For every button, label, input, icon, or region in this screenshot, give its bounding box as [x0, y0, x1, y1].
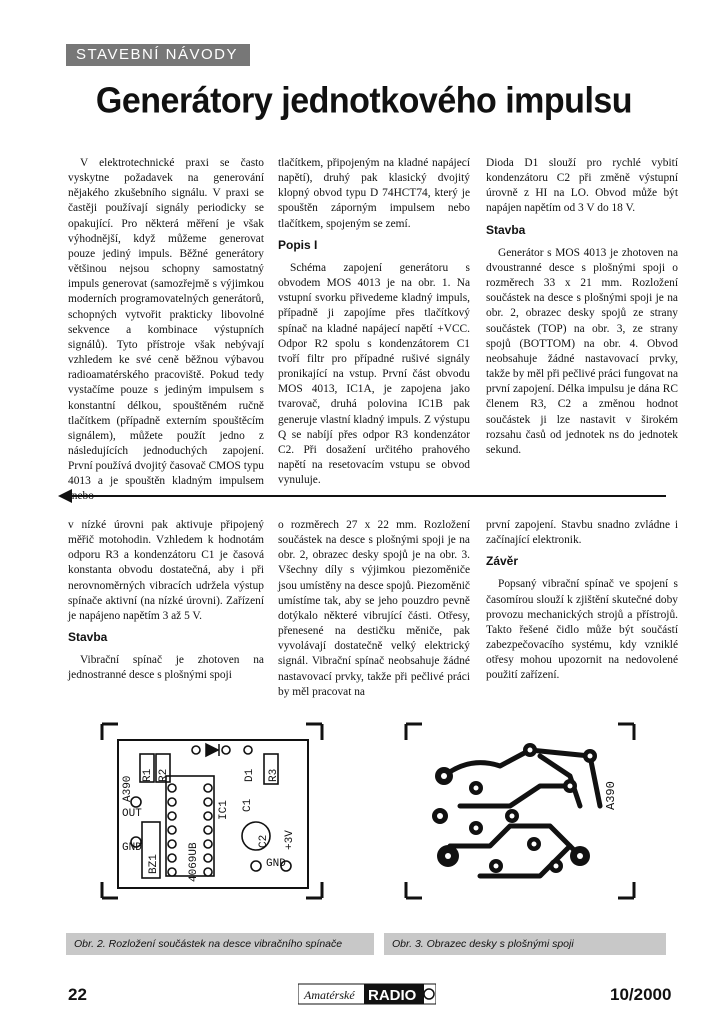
label-r2: R2 — [158, 768, 170, 782]
page-number: 22 — [68, 985, 87, 1004]
label-ic1: IC1 — [218, 800, 230, 820]
label-a390: A390 — [122, 775, 134, 802]
paragraph: V elektrotechnické praxi se často vyskytne požadavek na generování nějakého zkušebního signálu. V praxi se častěji používají signály periodicky se opakující. Pro některá měření je však výhodnější, když můžeme generovat pouze jediný impuls. Běžné generátory většinou nejsou schopny samostatný impuls generovat (samozřejmě s výjimkou moderních programovatelných generátorů, schopných vytvořit prakticky libovolné sekvence a kombinace výstupních signálů). Tyto přístroje však nebývají vzhledem ke své ceně běžnou výbavou radioamatérského pracoviště. Pokud tedy vystačíme pouze s jediným impulsem s konstantní délkou, spouštěném ručně tlačítkem (případně externím spouštěcím signálem), můžete použít jedno z následujících jednoduchých zapojení. První používá dvojitý časovač CMOS typu 4013 a je spouštěn kladným impulsem — [68, 157, 264, 488]
paragraph: Generátor s MOS 4013 je zhotoven na dvoustranné desce s plošnými spoji o rozměrech 33 x 21 mm. Rozložení součástek na desce s plošnými spoji je na obr. 2, obrazec desky spojů ze strany součástek (TOP) na obr. 3, ze strany spojů (BOTTOM) na obr. 4. Obvod neobsahuje žádné nastavovací prvky, takže by měl při pečlivé práci fungovat na první zapojení. Délka impulsu je dána RC členem R3, C2 a změnou hodnot součástek ji lze nastavit v širokém rozsahu časů od jednotek ns do jednotek sekund. — [486, 246, 678, 456]
label-out: OUT — [122, 808, 142, 820]
magazine-logo — [298, 982, 436, 1006]
figure-3-caption: Obr. 3. Obrazec desky s plošnými spoji — [384, 933, 666, 955]
bottom-column-1 — [68, 518, 264, 684]
figure-2-caption: Obr. 2. Rozložení součástek na desce vibračního spínače — [66, 933, 374, 955]
logo-text-left: Amatérské — [304, 988, 355, 1002]
label-r1: R1 — [142, 768, 154, 782]
label-c1: C1 — [242, 798, 254, 812]
issue-date: 10/2000 — [610, 985, 672, 1004]
label-c2: C2 — [258, 834, 270, 848]
paragraph: Popsaný vibrační spínač ve spojení s časomírou slouží k zjištění skutečné doby provozu mechanických strojů a přístrojů. Takto řešené čidlo může být součástí zabezpečovacího systému, kdy vzniklé otřesy mohou upozornit na nedovolené použití zařízení. — [486, 578, 678, 682]
paragraph: o rozměrech 27 x 22 mm. Rozložení součástek na desce s plošnými spoji je na obr. 2, obrazec desky spojů je na obr. 3. Všechny díly s výjimkou piezoměniče jsou umístěny na desce spojů. Piezoměnič umístíme tak, aby se jeho pouzdro pevně dotýkalo některé vibrující části. Otřesy, přenesené na destičku měniče, pak vyvolávají dostatečně velký elektrický signál. Vibrační spínač neobsahuje žádné nastavovací prvky, takže při pečlivé práci by měl pracovat na — [278, 519, 470, 698]
label-d1: D1 — [244, 768, 256, 782]
paragraph: v nízké úrovni pak aktivuje připojený měřič motohodin. Vzhledem k hodnotám odporu R3 a kondenzátoru C1 je časová konstanta obvodu dostatečná, aby i při nerovnoměrných vibracích udržela výstup spínače aktivní (na nízké úrovni). Zařízení je napájeno napětím 3 až 5 V. — [68, 519, 264, 622]
label-chip: 4069UB — [188, 842, 200, 882]
label-r3: R3 — [268, 768, 280, 782]
label-a390: A390 — [604, 781, 618, 810]
paragraph: Vibrační spínač je zhotoven na jednostranné desce s plošnými spoji — [68, 654, 264, 682]
label-bz1: BZ1 — [148, 854, 160, 874]
paragraph: Schéma zapojení generátoru s obvodem MOS 4013 je na obr. 1. Na vstupní svorku přivedeme kladný impuls, případně ji zapojíme přes tlačítkový spínač na kladné napájecí napětí +VCC. Odpor R2 spolu s kondenzátorem C1 tvoří filtr pro případné rušivé signály pronikající na vstup. První část obvodu MOS 4013, IC1A, je zapojena jako tvarovač, druhá polovina IC1B pak generuje vlastní kladný impuls. Z výstupu Q se nabíjí přes odpor R3 kondenzátor C2. Při dosažení určitého prahového napětí na resetovacím vstupu se obvod vynuluje. — [278, 261, 470, 487]
heading-zaver: Závěr — [486, 554, 519, 569]
top-column-2 — [278, 156, 470, 488]
paragraph: Dioda D1 slouží pro rychlé vybití kondenzátoru C2 při změně výstupní úrovně z HI na LO. Obvod může být napájen napětím od 3 V do 18 V. — [486, 157, 678, 215]
component-layout-figure — [96, 716, 328, 906]
bottom-column-2 — [278, 518, 470, 700]
top-column-3 — [486, 156, 678, 458]
section-divider — [66, 495, 666, 497]
article-title: Generátory jednotkového impulsu — [95, 80, 633, 122]
heading-popis: Popis I — [278, 237, 318, 252]
label-plus3v: +3V — [284, 830, 296, 850]
heading-stavba: Stavba — [68, 630, 108, 645]
bottom-column-3 — [486, 518, 678, 684]
paragraph: první zapojení. Stavbu snadno zvládne i začínající elektronik. — [486, 519, 678, 547]
logo-text-right: RADIO — [368, 987, 417, 1004]
top-column-1 — [68, 156, 264, 505]
label-gnd: GND — [266, 858, 286, 870]
heading-stavba: Stavba — [486, 222, 526, 237]
paragraph: tlačítkem, připojeným na kladné napájecí napětí), druhý pak klasický dvojitý klopný obvod typu D 74HCT74, který je spouštěn záporným impulsem nebo tlačítkem, spojeným se zemí. — [278, 157, 470, 230]
section-label: STAVEBNÍ NÁVODY — [66, 44, 250, 66]
label-gnd: GND — [122, 842, 142, 854]
pcb-pattern-figure — [400, 716, 640, 906]
